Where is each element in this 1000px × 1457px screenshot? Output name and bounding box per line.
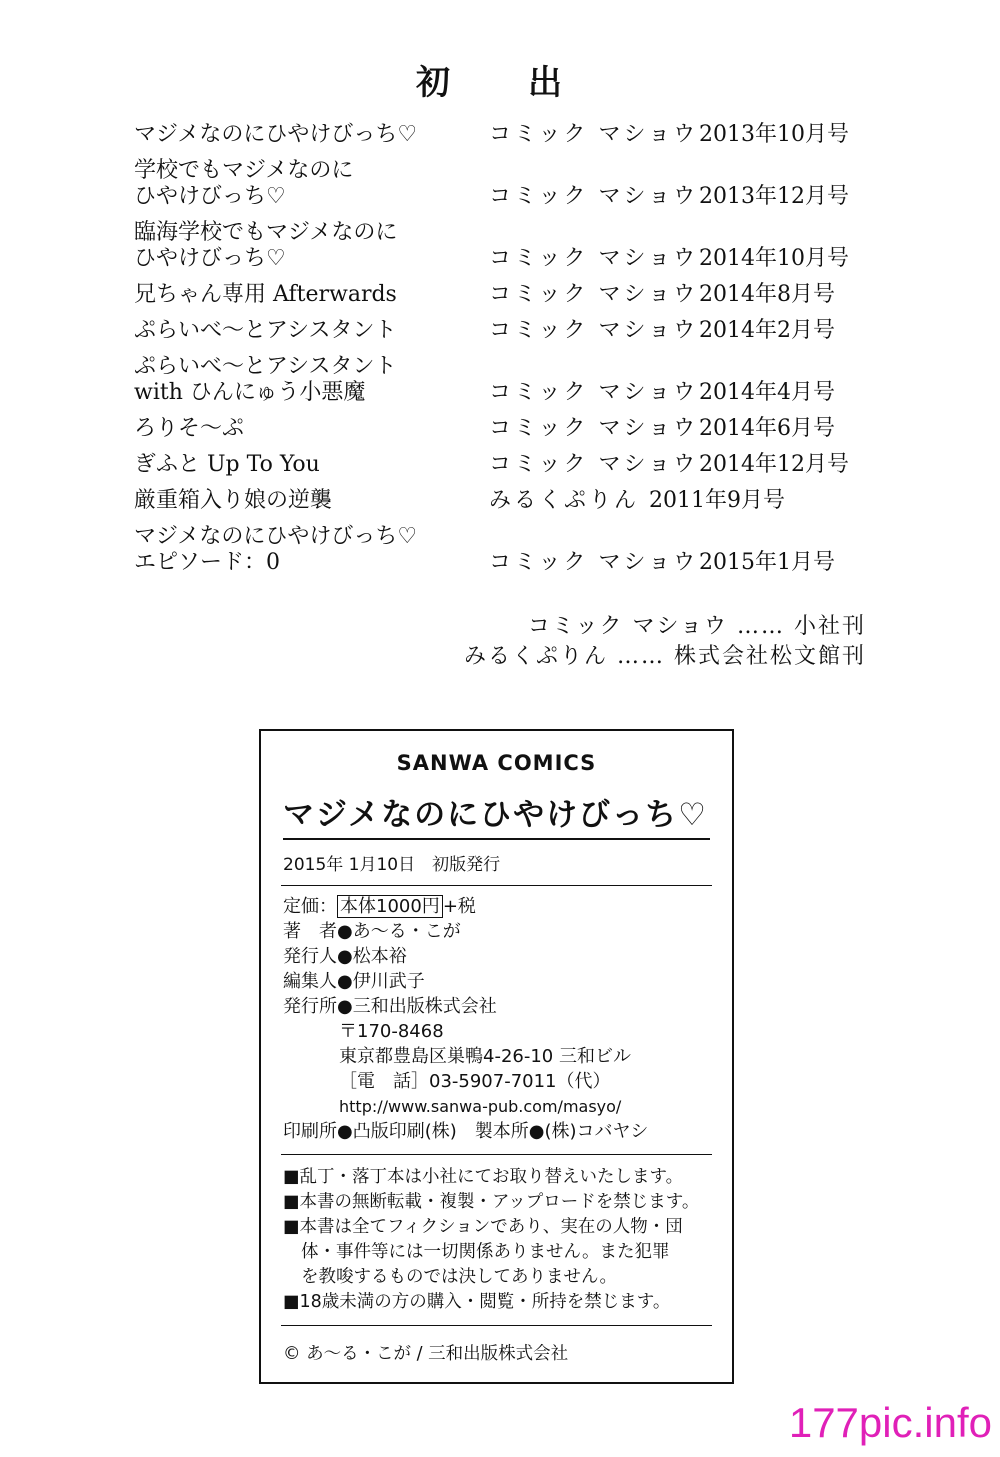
copyright: © あ〜る・こが / 三和出版株式会社 (283, 1344, 569, 1364)
book-title: マジメなのにひやけびっち♡ (283, 789, 710, 840)
note-block (283, 1215, 732, 1290)
note-line-cont: 体・事件等には一切関係ありません。また犯罪 (301, 1242, 670, 1262)
page-title: 初 出 (416, 63, 584, 103)
colophon-box (259, 729, 734, 1384)
story-title-cont: エピソード：0 (134, 550, 280, 575)
list-item (134, 122, 874, 148)
story-title: 学校でもマジメなのに (134, 158, 354, 183)
publishing-house-line: 発行所●三和出版株式会社 (283, 996, 497, 1017)
note-line: ■乱丁・落丁本は小社にてお取り替えいたします。 (283, 1167, 684, 1187)
publisher-person-line: 発行人●松本裕 (283, 946, 407, 967)
issue-date: 2015年1月号 (699, 550, 835, 575)
address: 東京都豊島区巣鴨4-26-10 三和ビル (339, 1046, 631, 1067)
publisher-line: コミック マショウ …… 小社刊 (527, 614, 866, 639)
story-title: 兄ちゃん専用 Afterwards (134, 282, 397, 307)
note-line: ■18歳未満の方の購入・閲覧・所持を禁じます。 (283, 1292, 671, 1312)
price-tax: +税 (442, 896, 476, 917)
story-title: ぎふと Up To You (134, 452, 320, 477)
magazine-name: コミック マショウ (489, 282, 699, 307)
divider (281, 1325, 712, 1326)
magazine-name: みるくぷりん (489, 488, 640, 513)
price-line (283, 894, 732, 919)
issue-date: 2013年10月号 (699, 122, 849, 147)
publication-info (283, 894, 732, 1144)
issue-date: 2014年6月号 (699, 416, 835, 441)
list-item (134, 354, 874, 406)
magazine-name: コミック マショウ (489, 318, 699, 343)
series-name: SANWA COMICS (396, 751, 597, 775)
magazine-name: コミック マショウ (489, 122, 699, 147)
list-item (134, 220, 874, 272)
edition-date: 2015年 1月10日 初版発行 (283, 855, 501, 875)
editor-line: 編集人●伊川武子 (283, 971, 425, 992)
author-line: 著 者●あ〜る・こが (283, 921, 461, 942)
publisher-notes (464, 612, 866, 672)
magazine-name: コミック マショウ (489, 380, 699, 405)
issue-date: 2014年12月号 (699, 452, 849, 477)
printer-line: 印刷所●凸版印刷(株) 製本所●(株)コバヤシ (283, 1121, 649, 1142)
story-title: 臨海学校でもマジメなのに (134, 220, 398, 245)
publisher-line: みるくぷりん …… 株式会社松文館刊 (464, 644, 866, 669)
list-item (134, 318, 874, 344)
postal-code: 〒170-8468 (339, 1021, 444, 1042)
issue-date: 2011年9月号 (649, 488, 785, 513)
list-item (134, 452, 874, 478)
story-title: マジメなのにひやけびっち♡ (134, 524, 418, 549)
magazine-name: コミック マショウ (489, 452, 699, 477)
story-title: ぷらいべ〜とアシスタント (134, 318, 397, 343)
note-line-cont: を教唆するものでは決してありません。 (301, 1267, 618, 1287)
issue-date: 2014年2月号 (699, 318, 835, 343)
issue-date: 2014年8月号 (699, 282, 835, 307)
divider (281, 1154, 712, 1155)
website-url: http://www.sanwa-pub.com/masyo/ (339, 1097, 622, 1116)
story-title: 厳重箱入り娘の逆襲 (134, 488, 333, 513)
story-title-cont: ひやけびっち♡ (134, 246, 286, 271)
magazine-name: コミック マショウ (489, 246, 699, 271)
story-title: ぷらいべ〜とアシスタント (134, 354, 397, 379)
list-item (134, 282, 874, 308)
list-item (134, 488, 874, 514)
watermark: 177pic.info (788, 1399, 992, 1446)
story-title-cont: ひやけびっち♡ (134, 184, 286, 209)
phone: ［電 話］03-5907-7011（代） (339, 1071, 611, 1092)
price-label: 定価： (283, 896, 337, 917)
list-item (134, 158, 874, 210)
price-box: 本体1000円 (337, 895, 443, 918)
divider (281, 885, 712, 886)
issue-date: 2014年4月号 (699, 380, 835, 405)
legal-notes (283, 1165, 732, 1315)
issue-date: 2013年12月号 (699, 184, 849, 209)
story-title: マジメなのにひやけびっち♡ (134, 122, 418, 147)
list-item (134, 524, 874, 576)
note-line: ■本書の無断転載・複製・アップロードを禁じます。 (283, 1192, 700, 1212)
list-item (134, 416, 874, 442)
first-appearance-list (134, 122, 874, 586)
magazine-name: コミック マショウ (489, 184, 699, 209)
story-title: ろりそ〜ぷ (134, 416, 245, 441)
note-line: ■本書は全てフィクションであり、実在の人物・団 (283, 1217, 683, 1237)
magazine-name: コミック マショウ (489, 416, 699, 441)
issue-date: 2014年10月号 (699, 246, 849, 271)
magazine-name: コミック マショウ (489, 550, 699, 575)
story-title-cont: with ひんにゅう小悪魔 (134, 380, 366, 405)
